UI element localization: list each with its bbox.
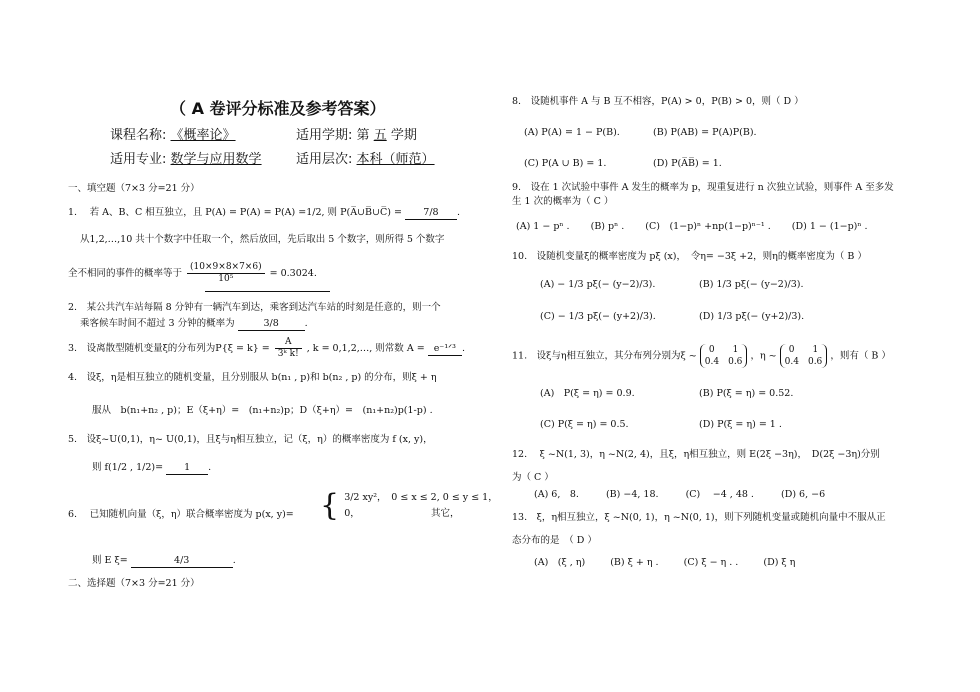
q9-option-d: (D) 1 − (1−p)ⁿ . [791,221,868,232]
q1-tail: ) = [387,207,402,218]
question-6: 6. 已知随机向量（ξ，η）联合概率密度为 p(x, y)= [68,509,294,520]
question-13: 13. ξ，η相互独立，ξ ~N(0, 1)，η ~N(0, 1)，则下列随机变量或随机向量中不服从正 [512,512,886,523]
q1b-underline [205,291,330,292]
q6-case1: 3/2 xy²， 0 ≤ x ≤ 2, 0 ≤ y ≤ 1， [344,492,498,503]
q9-options [516,221,868,233]
q5-tail: )= [151,462,164,473]
q8-option-a: (A) P(A) = 1 − P(B). [524,127,620,138]
q11-option-b: (B) P(ξ = η) = 0.52. [699,388,794,399]
q11-tail: ，则有（ B ） [830,350,891,362]
q13-option-a: (A) (ξ , η) [534,557,586,568]
course-label: 课程名称: [110,128,167,143]
q9-option-c: (C) (1−p)ⁿ +np(1−p)ⁿ⁻¹ . [645,221,771,232]
q12-option-a: (A) 6, 8. [534,489,579,500]
q5-args: 1/2 , 1/2 [111,462,152,473]
q10-option-a: (A) − 1/3 pξ(− (y−2)/3). [540,279,656,290]
q11-options-row1 [540,388,819,400]
q1b-den: 10⁵ [218,274,234,284]
q8-option-b: (B) P(AB) = P(A)P(B). [653,127,757,138]
term-num: 五 [373,128,387,143]
q12-option-b: (B) −4, 18. [605,489,659,500]
q12-option-c: (C) −4 , 48 . [685,489,754,500]
q3-num: A [275,337,302,349]
question-1: 1. 若 A、B、C 相互独立，且 P(A) = P(A) = P(A) =1/2, 则 P(A̅∪B̅∪C̅) = 7/8 . [68,207,460,218]
q8-options-row2 [524,158,748,170]
question-2: 2. 某公共汽车站每隔 8 分钟有一辆汽车到达，乘客到达汽车站的时刻是任意的，则一个 [68,302,441,313]
q6-case2: 0， 其它， [344,508,460,519]
q13-line2: 态分布的是 （ D ） [512,535,597,546]
q9-line2: 生 1 次的概率为（ C ） [512,196,614,207]
q11-option-d: (D) P(ξ = η) = 1 . [699,419,782,430]
q9-option-b: (B) pⁿ . [590,221,625,232]
major-label: 适用专业: [110,152,167,167]
q6-answer: 4/3 [131,555,233,568]
q1-text: 1. 若 A、B、C 相互独立，且 P(A) = P(A) = P(A) =1/2, 则 P( [68,207,351,218]
q1b-val: = 0.3024 [269,268,314,279]
q11-m2-top: 0 1 [788,345,819,355]
q10-option-d: (D) 1/3 pξ(− (y+2)/3). [699,311,805,322]
q3-den: 3ᵏ k! [277,349,299,359]
question-10: 10. 设随机变量ξ的概率密度为 pξ (x)， 令η= −3ξ +2，则η的概率密度为（ B ） [512,251,867,262]
section2-heading: 二、选择题（7×3 分=21 分） [68,578,200,589]
q11-m1-bot: 0.4 0.6 [704,357,743,367]
level-row [296,148,435,167]
q1b-num: (10×9×8×7×6) [187,262,265,274]
q12-options [534,489,825,501]
q1b-fraction [187,262,265,285]
q10-option-c: (C) − 1/3 pξ(− (y+2)/3). [540,311,656,322]
q9-option-a: (A) 1 − pⁿ . [516,221,570,232]
q11-m2-bot: 0.4 0.6 [784,357,823,367]
q10-options-row1 [540,279,830,291]
q12-option-d: (D) 6, −6 [781,489,826,500]
q11-m1-top: 0 1 [708,345,739,355]
q2-text2: 乘客候车时间不超过 3 分钟的概率为 [80,318,235,329]
q13-option-c: (C) ξ − η . . [683,557,739,568]
q3-text: 3. 设离散型随机变量ξ的分布列为P{ξ = k} = [68,343,270,354]
q1-expr: A̅∪B̅∪C̅ [350,207,388,218]
q1-answer: 7/8 [405,207,457,220]
q8-option-c: (C) P(A ∪ B) = 1. [524,158,607,169]
q13-options [534,557,795,569]
q11-options-row2 [540,419,808,431]
q5-text2: 则 f( [92,462,112,473]
level-label: 适用层次: [296,152,353,167]
q5-answer: 1 [166,462,208,475]
term-row [296,124,417,143]
q10-option-b: (B) 1/3 pξ(− (y−2)/3). [699,279,804,290]
q6-line2: 则 E ξ= 4/3 . [92,555,236,566]
term-label: 适用学期: [296,128,353,143]
q2-answer: 3/8 [238,318,305,331]
q11-eta-matrix [780,344,828,368]
q11-xi-matrix [700,344,748,368]
q3-fraction [275,337,302,360]
q1b-text2: 全不相同的事件的概率等于 [68,268,183,279]
q6-cases [344,490,498,522]
major-value: 数学与应用数学 [170,152,262,167]
q2-line2: 乘客候车时间不超过 3 分钟的概率为 3/8 . [80,318,308,329]
q11-option-a: (A) P(ξ = η) = 0.9. [540,388,635,399]
question-5: 5. 设ξ~U(0,1)，η~ U(0,1)，且ξ与η相互独立，记（ξ，η）的概率密度为 f (x, y)， [68,434,433,445]
q1b-text: 从1,2,…,10 共十个数字中任取一个，然后放回，先后取出 5 个数字，则所得 5 个数字 [80,234,445,245]
course-row [110,124,236,143]
question-4: 4. 设ξ，η是相互独立的随机变量，且分别服从 b(n₁ , p)和 b(n₂ , p) 的分布，则ξ + η [68,372,437,383]
q8-options-row1 [524,127,783,139]
question-9: 9. 设在 1 次试验中事件 A 发生的概率为 p，现重复进行 n 次独立试验，则事件 A 至多发 [512,182,894,193]
question-8: 8. 设随机事件 A 与 B 互不相容，P(A) > 0，P(B) > 0，则（ D ） [512,96,804,107]
q12-line2: 为（ C ） [512,472,554,483]
term-pre: 第 [356,128,370,143]
major-row [110,148,262,167]
question-12: 12. ξ ~N(1, 3)，η ~N(2, 4)，且ξ，η相互独立，则 E(2ξ −3η)， D(2ξ −3η)分别 [512,449,880,460]
term-post: 学期 [390,128,417,143]
q6-piecewise [320,490,498,522]
question-11 [512,344,891,368]
course-value: 《概率论》 [170,128,236,143]
section1-heading: 一、填空题（7×3 分=21 分） [68,183,200,194]
q6-text2: 则 E ξ= [92,555,128,566]
q8-option-d: (D) P(A̅B̅) = 1. [653,158,722,169]
q3-tail: , k = 0,1,2,…, 则常数 A = [306,343,425,354]
q6-brace: { [320,488,340,523]
page-title: （ A 卷评分标准及参考答案） [170,99,386,118]
q13-option-d: (D) ξ η [763,557,796,568]
q1b-line2: 全不相同的事件的概率等于 $\frac{(10\times 9\times 8\times 7\times 6)}{\text{10⁵}}$ = 0.3024. [68,262,317,284]
level-value: 本科（师范） [356,152,435,167]
q10-options-row2 [540,311,830,323]
q3-answer: e⁻¹ᐟ³ [428,343,462,356]
q11-mid: ，η ~ [750,350,777,362]
q13-option-b: (B) ξ + η . [610,557,659,568]
q11-text: 11. 设ξ与η相互独立，其分布列分别为ξ ~ [512,350,697,362]
q5-line2: 则 f(1/2 , 1/2)= 1 . [92,462,212,473]
question-3: 3. 设离散型随机变量ξ的分布列为P{ξ = k} = $\frac{A}{\text{3ᵏ k!}}$ , k = 0,1,2,…, 则常数 A = e⁻¹ᐟ³ . [68,337,465,359]
q11-option-c: (C) P(ξ = η) = 0.5. [540,419,629,430]
q4-line2: 服从 b(n₁+n₂ , p)；E（ξ+η）= (n₁+n₂)p；D（ξ+η）= (n₁+n₂)p(1-p) . [92,405,433,416]
